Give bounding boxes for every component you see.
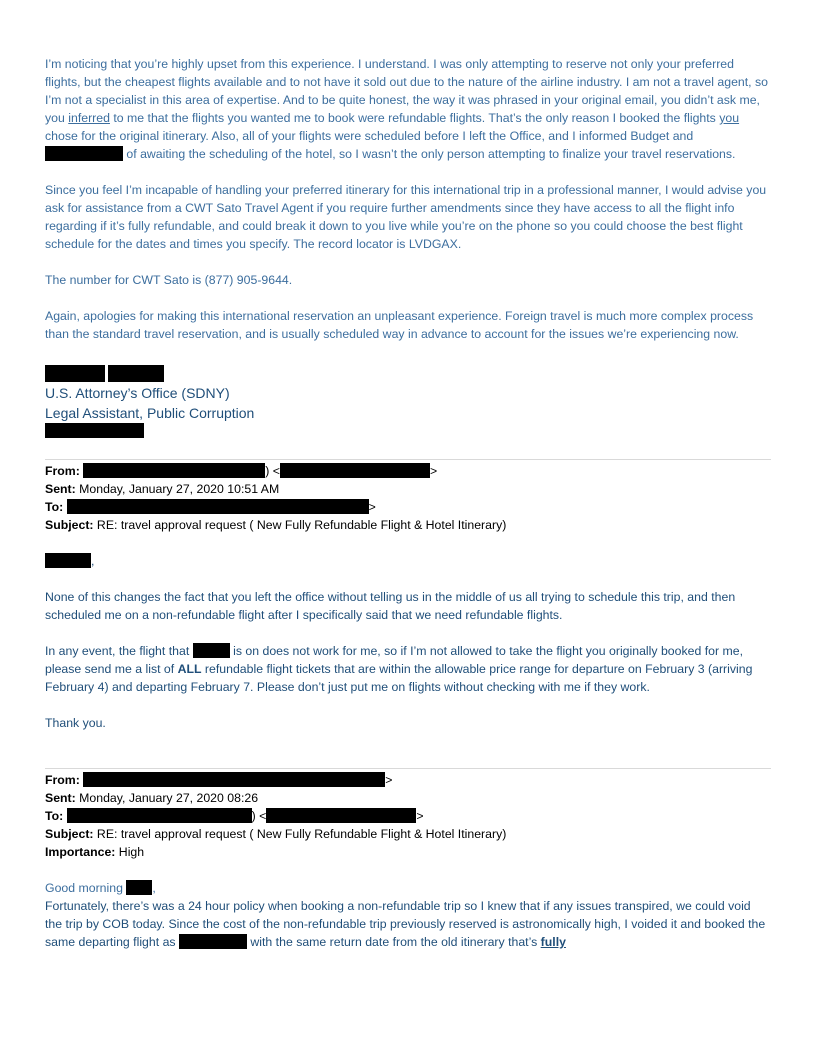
redaction-block <box>83 463 265 478</box>
reply-paragraph-3: The number for CWT Sato is (877) 905-9644. <box>45 273 293 287</box>
email1-thanks: Thank you. <box>45 716 106 730</box>
email-thread <box>45 55 771 951</box>
reply-paragraph-4: Again, apologies for making this international reservation an unpleasant experience. Foreign travel is much more complex process than the standard travel reservation, and is usually scheduled way in advance to account for the issues we’re experiencing now. <box>45 309 754 341</box>
redaction-block <box>266 808 416 823</box>
redaction-block <box>67 808 252 823</box>
sent-label: Sent: <box>45 791 76 805</box>
to-label: To: <box>45 500 64 514</box>
text-span: In any event, the flight that <box>45 644 193 658</box>
email1-greeting <box>45 552 771 570</box>
reply-paragraph-2: Since you feel I’m incapable of handling your preferred itinerary for this international trip in a professional manner, I would advise you ask for assistance from a CWT Sato Travel Agent if you require further amendments since they have access to all the flight info regarding if it’s fully refundable, and could break it down to you live while you’re on the phone so you could choose the best flight schedule for the dates and times you specify. The record locator is LVDGAX. <box>45 183 767 251</box>
signature-title: Legal Assistant, Public Corruption <box>45 405 255 421</box>
underlined-word: you <box>719 111 740 125</box>
text-span: chose for the original itinerary. Also, all of your flights were scheduled before I left the Office, and I informed Budget and <box>45 129 694 143</box>
redaction-block <box>193 643 230 658</box>
text-span: ) < <box>265 464 280 478</box>
text-span: > <box>385 773 393 787</box>
from-label: From: <box>45 773 80 787</box>
text-span: I’m noticing that you’re highly upset from this experience. I understand. I was only attempting to reserve not only your preferred flights, but the cheapest flights available and to not have it sold out due to the nature of the airline industry. I am not a travel agent, so I’m not a specialist in this area of expertise. And to be quite honest, the way it was phrased in your original email, you didn’t ask me, you <box>45 57 769 125</box>
email1-body-1: None of this changes the fact that you left the office without telling us in the middle of us all trying to schedule this trip, and then scheduled me on a non-refundable flight after I specifically said that we need refundable flights. <box>45 590 736 622</box>
email-header-2 <box>45 771 771 861</box>
text-span: > <box>416 809 424 823</box>
sent-value: Monday, January 27, 2020 08:26 <box>75 791 259 805</box>
sent-label: Sent: <box>45 482 76 496</box>
bold-word: ALL <box>177 662 202 676</box>
redaction-block <box>45 365 105 382</box>
sent-value: Monday, January 27, 2020 10:51 AM <box>75 482 280 496</box>
text-span: > <box>429 464 438 478</box>
email2-body <box>45 897 771 951</box>
to-label: To: <box>45 809 64 823</box>
importance-label: Importance: <box>45 845 116 859</box>
redaction-block <box>45 553 91 568</box>
email2-greeting <box>45 879 771 897</box>
text-span: is on does not work for me, so if I’m not allowed to take the flight you originally booked for me, please send me a list of <box>45 644 743 676</box>
text-span: of awaiting the scheduling of the hotel, so I wasn’t the only person attempting to finalize your travel reservations. <box>123 147 736 161</box>
text-span: ) < <box>251 809 267 823</box>
redaction-block <box>67 499 369 514</box>
text-span: refundable flight tickets that are within the allowable price range for departure on February 3 (arriving February 4) and departing February 7. Please don’t just put me on flights without checking with me if they work. <box>45 662 753 694</box>
reply-paragraph-1 <box>45 55 771 163</box>
text-span: with the same return date from the old itinerary that’s <box>246 935 541 949</box>
redaction-block <box>83 772 385 787</box>
text-span: to me that the flights you wanted me to book were refundable flights. That’s the only reason I booked the flights <box>109 111 720 125</box>
subject-value: RE: travel approval request ( New Fully Refundable Flight & Hotel Itinerary) <box>93 827 507 841</box>
signature-block <box>45 365 771 443</box>
bold-underlined-word: fully <box>540 935 566 949</box>
from-label: From: <box>45 464 80 478</box>
subject-label: Subject: <box>45 518 94 532</box>
redaction-block <box>126 880 152 895</box>
text-span: Fortunately, there’s was a 24 hour policy when booking a non-refundable trip so I knew that if any issues transpired, we could void the trip by COB today. Since the cost of the non-refundable trip previously reserved is astronomically high, I voided it and booked the same departing flight as <box>45 899 766 949</box>
redaction-block <box>280 463 430 478</box>
email-header-1 <box>45 462 771 534</box>
subject-value: RE: travel approval request ( New Fully Refundable Flight & Hotel Itinerary) <box>93 518 507 532</box>
text-span: , <box>152 881 156 895</box>
redaction-block <box>45 423 144 438</box>
redaction-block <box>179 934 247 949</box>
text-span: Good morning <box>45 881 127 895</box>
redaction-block <box>108 365 164 382</box>
signature-office: U.S. Attorney’s Office (SDNY) <box>45 385 230 401</box>
email1-body-2 <box>45 642 771 696</box>
text-span: > <box>368 500 376 514</box>
redaction-block <box>45 146 123 161</box>
text-span: , <box>91 554 95 568</box>
subject-label: Subject: <box>45 827 94 841</box>
importance-value: High <box>115 845 145 859</box>
underlined-word: inferred <box>68 111 110 125</box>
